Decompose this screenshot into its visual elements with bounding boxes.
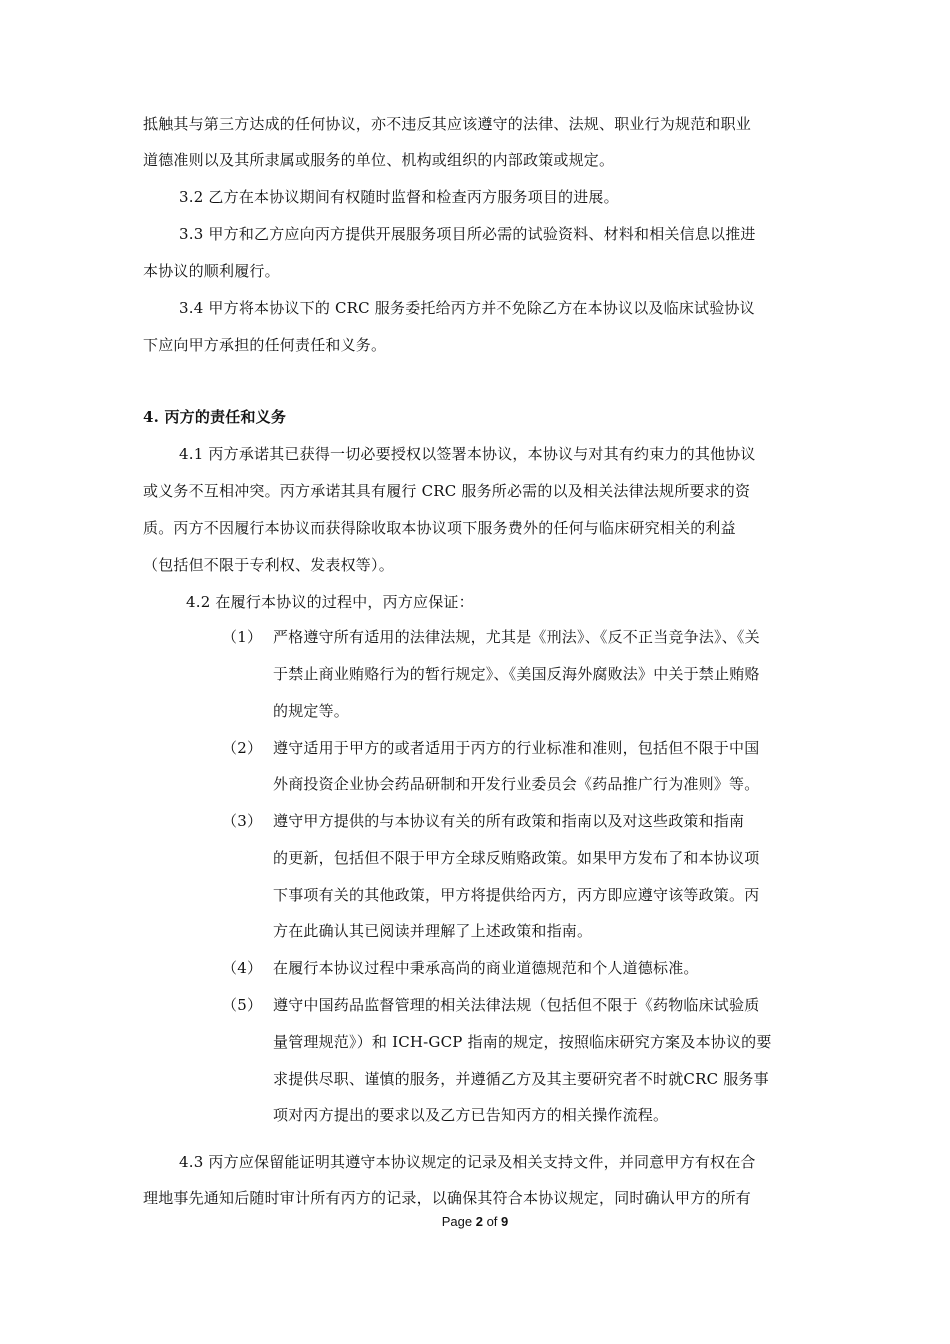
text-line: 道德准则以及其所隶属或服务的单位、机构或组织的内部政策或规定。 <box>143 151 615 169</box>
list-item-text: 遵守适用于甲方的或者适用于丙方的行业标准和准则，包括但不限于中国 <box>273 739 760 757</box>
text-line: 下应向甲方承担的任何责任和义务。 <box>143 336 387 354</box>
list-item-text: 遵守中国药品监督管理的相关法律法规（包括但不限于《药物临床试验质 <box>273 996 760 1014</box>
list-item-text: 量管理规范》）和 ICH-GCP 指南的规定，按照临床研究方案及本协议的要 <box>273 1033 772 1051</box>
list-item-text: 的规定等。 <box>273 702 350 720</box>
item-number: （1） <box>222 628 263 646</box>
list-item-text: 外商投资企业协会药品研制和开发行业委员会《药品推广行为准则》等。 <box>273 775 760 793</box>
total-page-count: 9 <box>501 1214 509 1229</box>
list-item-text: 于禁止商业贿赂行为的暂行规定》、《美国反海外腐败法》中关于禁止贿赂 <box>273 665 760 683</box>
item-number: （5） <box>222 996 263 1014</box>
text-line: （包括但不限于专利权、发表权等）。 <box>143 556 394 574</box>
list-item-text: 在履行本协议过程中秉承高尚的商业道德规范和个人道德标准。 <box>273 959 699 977</box>
clause-4-1: 4.1 丙方承诺其已获得一切必要授权以签署本协议，本协议与对其有约束力的其他协议 <box>179 445 756 463</box>
list-item-text: 项对丙方提出的要求以及乙方已告知丙方的相关操作流程。 <box>273 1106 669 1124</box>
text-line: 或义务不互相冲突。丙方承诺其具有履行 CRC 服务所必需的以及相关法律法规所要求的资 <box>143 482 751 500</box>
item-number: （2） <box>222 739 263 757</box>
list-item-text: 遵守甲方提供的与本协议有关的所有政策和指南以及对这些政策和指南 <box>273 812 745 830</box>
text-line: 质。丙方不因履行本协议而获得除收取本协议项下服务费外的任何与临床研究相关的利益 <box>143 519 736 537</box>
text-line: 抵触其与第三方达成的任何协议，亦不违反其应该遵守的法律、法规、职业行为规范和职业 <box>143 115 752 133</box>
current-page-number: 2 <box>475 1214 483 1229</box>
clause-4-2: 4.2 在履行本协议的过程中，丙方应保证： <box>186 593 474 611</box>
list-item-text: 的更新，包括但不限于甲方全球反贿赂政策。如果甲方发布了和本协议项 <box>273 849 760 867</box>
of-word: of <box>486 1214 498 1229</box>
list-item-text: 求提供尽职、谨慎的服务，并遵循乙方及其主要研究者不时就CRC 服务事 <box>273 1070 769 1088</box>
list-item-text: 下事项有关的其他政策，甲方将提供给丙方，丙方即应遵守该等政策。丙 <box>273 886 760 904</box>
list-item-text: 严格遵守所有适用的法律法规，尤其是《刑法》、《反不正当竞争法》、《关 <box>273 628 760 646</box>
clause-4-3: 4.3 丙方应保留能证明其遵守本协议规定的记录及相关支持文件，并同意甲方有权在合 <box>179 1153 756 1171</box>
text-line: 理地事先通知后随时审计所有丙方的记录，以确保其符合本协议规定，同时确认甲方的所有 <box>143 1189 752 1207</box>
clause-3-3: 3.3 甲方和乙方应向丙方提供开展服务项目所必需的试验资料、材料和相关信息以推进 <box>179 225 756 243</box>
list-item-text: 方在此确认其已阅读并理解了上述政策和指南。 <box>273 922 593 940</box>
page-word: Page <box>441 1214 473 1229</box>
page-footer <box>0 1214 950 1229</box>
section-4-heading: 4. 丙方的责任和义务 <box>143 408 287 426</box>
clause-3-4: 3.4 甲方将本协议下的 CRC 服务委托给丙方并不免除乙方在本协议以及临床试验协议 <box>179 299 755 317</box>
text-line: 本协议的顺利履行。 <box>143 262 280 280</box>
item-number: （4） <box>222 959 263 977</box>
item-number: （3） <box>222 812 263 830</box>
clause-3-2: 3.2 乙方在本协议期间有权随时监督和检查丙方服务项目的进展。 <box>179 188 619 206</box>
